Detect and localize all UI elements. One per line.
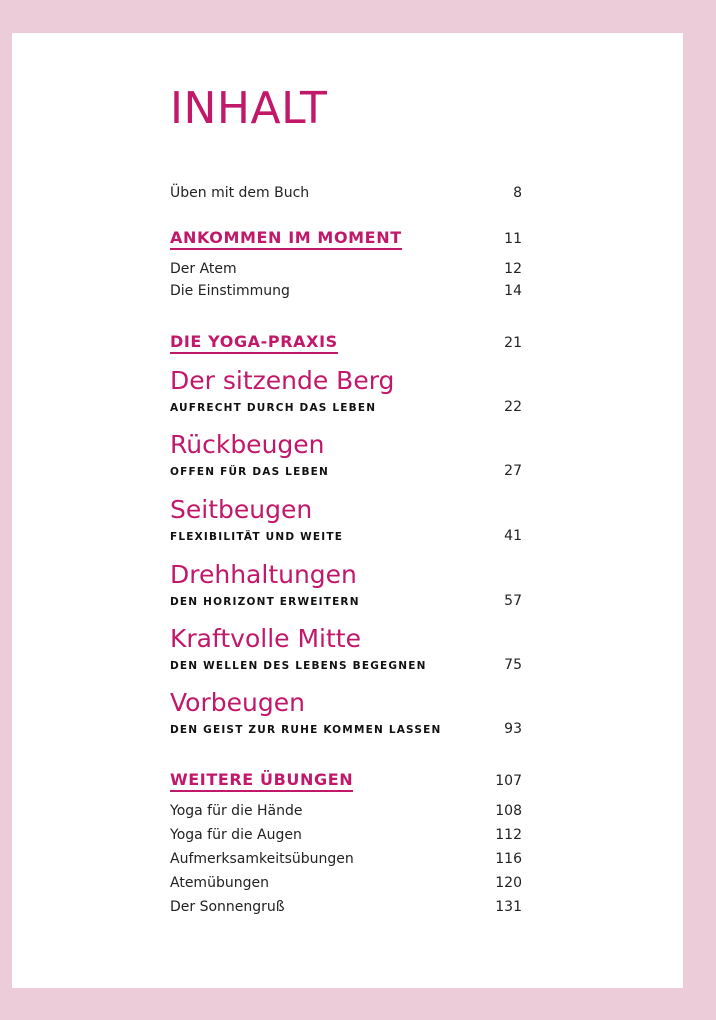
chapter-subtitle-row xyxy=(170,463,522,479)
chapter-title[interactable]: Drehhaltungen xyxy=(170,560,357,589)
entry-page: 27 xyxy=(504,463,522,479)
chapter-subtitle: DEN HORIZONT ERWEITERN xyxy=(170,596,360,608)
chapter-subtitle-row xyxy=(170,399,522,415)
chapter-title[interactable]: Vorbeugen xyxy=(170,688,305,717)
entry-label: Yoga für die Hände xyxy=(170,803,303,819)
chapter-subtitle: DEN GEIST ZUR RUHE KOMMEN LASSEN xyxy=(170,724,442,736)
section-heading[interactable] xyxy=(170,228,522,250)
page-sheet xyxy=(12,33,683,988)
entry-label: Aufmerksamkeitsübungen xyxy=(170,851,354,867)
entry-page: 93 xyxy=(504,721,522,737)
entry-page: 14 xyxy=(504,283,522,299)
entry-page: 131 xyxy=(495,899,522,915)
chapter-title[interactable]: Kraftvolle Mitte xyxy=(170,624,361,653)
entry-label: Die Einstimmung xyxy=(170,283,290,299)
toc-entry[interactable] xyxy=(170,827,522,843)
chapter-subtitle-row xyxy=(170,721,522,737)
entry-page: 21 xyxy=(504,335,522,351)
chapter-subtitle: AUFRECHT DURCH DAS LEBEN xyxy=(170,402,377,414)
toc-entry[interactable] xyxy=(170,283,522,299)
section-title: ANKOMMEN IM MOMENT xyxy=(170,228,402,250)
section-title: DIE YOGA-PRAXIS xyxy=(170,332,338,354)
page-title: INHALT xyxy=(170,83,328,134)
toc-entry[interactable] xyxy=(170,899,522,915)
toc-entry[interactable] xyxy=(170,851,522,867)
entry-page: 116 xyxy=(495,851,522,867)
entry-page: 112 xyxy=(495,827,522,843)
entry-page: 120 xyxy=(495,875,522,891)
chapter-title[interactable]: Rückbeugen xyxy=(170,430,325,459)
entry-page: 107 xyxy=(495,773,522,789)
toc-entry[interactable] xyxy=(170,261,522,277)
chapter-subtitle: DEN WELLEN DES LEBENS BEGEGNEN xyxy=(170,660,427,672)
chapter-subtitle-row xyxy=(170,593,522,609)
entry-page: 108 xyxy=(495,803,522,819)
entry-label: Der Sonnengruß xyxy=(170,899,285,915)
section-title: WEITERE ÜBUNGEN xyxy=(170,770,353,792)
section-heading[interactable] xyxy=(170,770,522,792)
entry-label: Üben mit dem Buch xyxy=(170,185,310,201)
entry-page: 41 xyxy=(504,528,522,544)
entry-page: 22 xyxy=(504,399,522,415)
entry-label: Atemübungen xyxy=(170,875,269,891)
entry-label: Yoga für die Augen xyxy=(170,827,302,843)
entry-label: Der Atem xyxy=(170,261,237,277)
chapter-title[interactable]: Der sitzende Berg xyxy=(170,366,395,395)
chapter-subtitle-row xyxy=(170,657,522,673)
entry-page: 12 xyxy=(504,261,522,277)
entry-page: 75 xyxy=(504,657,522,673)
entry-page: 8 xyxy=(513,185,522,201)
chapter-subtitle: OFFEN FÜR DAS LEBEN xyxy=(170,466,330,478)
chapter-subtitle: FLEXIBILITÄT UND WEITE xyxy=(170,531,344,543)
toc-entry[interactable] xyxy=(170,803,522,819)
toc-entry[interactable] xyxy=(170,185,522,201)
chapter-subtitle-row xyxy=(170,528,522,544)
section-heading[interactable] xyxy=(170,332,522,354)
toc-entry[interactable] xyxy=(170,875,522,891)
entry-page: 57 xyxy=(504,593,522,609)
entry-page: 11 xyxy=(504,231,522,247)
chapter-title[interactable]: Seitbeugen xyxy=(170,495,313,524)
